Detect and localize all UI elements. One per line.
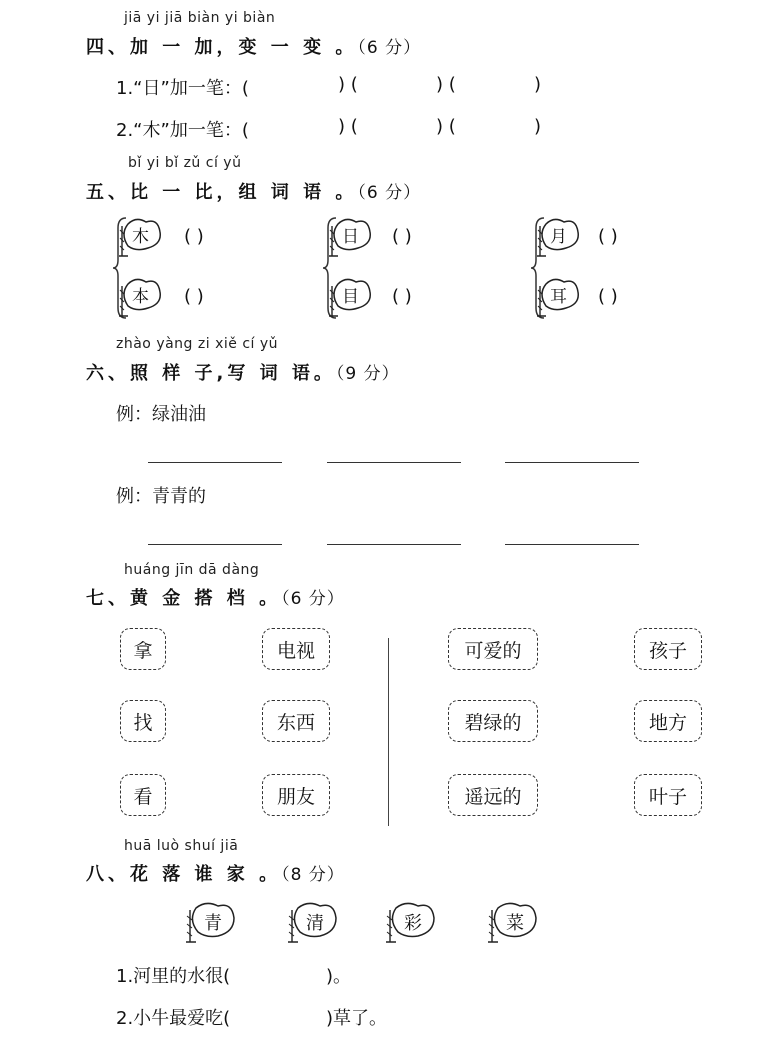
- sec5-paren-2: ( ): [184, 286, 204, 307]
- flower-icon: [536, 276, 578, 320]
- sec5-paren-6: ( ): [598, 286, 618, 307]
- sec5-paren-4: ( ): [392, 286, 412, 307]
- sec4-q2-paren-3: ) (: [436, 116, 456, 137]
- sec8-q2: 2.小牛最爱吃(: [116, 1008, 231, 1029]
- sec5-pinyin: bǐ yi bǐ zǔ cí yǔ: [128, 155, 242, 171]
- sec8-pinyin: huā luò shuí jiā: [124, 838, 239, 854]
- word-card[interactable]: 看: [120, 774, 166, 816]
- word-card[interactable]: 地方: [634, 700, 702, 742]
- sec6-pinyin: zhào yàng zi xiě cí yǔ: [116, 336, 279, 352]
- sec6-title: 六、照 样 子,写 词 语。: [86, 363, 336, 384]
- flower-icon: [328, 216, 370, 260]
- sec4-q1-paren-end: ): [534, 74, 542, 95]
- answer-line[interactable]: [148, 462, 282, 463]
- sec8-q1-end: )。: [326, 966, 352, 987]
- sec6-example-2: 例：青青的: [116, 486, 206, 507]
- flower-icon: [486, 900, 536, 946]
- sec8-points: （8 分）: [281, 865, 345, 885]
- sec5-heading: [86, 178, 421, 204]
- flower-icon: [286, 900, 336, 946]
- word-card[interactable]: 遥远的: [448, 774, 538, 816]
- sec5-char-6: 耳: [550, 287, 567, 307]
- sec4-title: 四、加 一 加，变 一 变 。: [86, 37, 358, 58]
- flower-icon: [118, 276, 160, 320]
- sec8-char-3: 彩: [404, 913, 422, 934]
- word-card[interactable]: 电视: [262, 628, 330, 670]
- sec4-points: （6 分）: [357, 38, 422, 58]
- sec5-paren-5: ( ): [598, 226, 618, 247]
- answer-line[interactable]: [505, 544, 639, 545]
- word-card[interactable]: 可爱的: [448, 628, 538, 670]
- flower-icon: [384, 900, 434, 946]
- sec8-char-4: 菜: [506, 913, 524, 934]
- word-card[interactable]: 孩子: [634, 628, 702, 670]
- word-card[interactable]: 东西: [262, 700, 330, 742]
- word-card[interactable]: 找: [120, 700, 166, 742]
- sec4-heading: [86, 33, 421, 59]
- answer-line[interactable]: [327, 462, 461, 463]
- word-card[interactable]: 拿: [120, 628, 166, 670]
- flower-icon: [328, 276, 370, 320]
- sec5-points: （6 分）: [357, 183, 422, 203]
- sec5-char-1: 木: [132, 227, 149, 247]
- sec4-q2: 2.“木”加一笔：(: [116, 120, 249, 141]
- sec7-points: （6 分）: [281, 589, 345, 609]
- sec5-char-4: 目: [342, 287, 359, 307]
- word-card[interactable]: 朋友: [262, 774, 330, 816]
- sec4-pinyin: jiā yi jiā biàn yi biàn: [124, 10, 276, 26]
- sec5-paren-1: ( ): [184, 226, 204, 247]
- sec4-q1: 1.“日”加一笔：(: [116, 78, 249, 99]
- sec8-title: 八、花 落 谁 家 。: [86, 864, 282, 885]
- column-divider: [388, 638, 389, 826]
- sec4-q1-paren-2: ) (: [338, 74, 358, 95]
- flower-icon: [184, 900, 234, 946]
- sec8-char-2: 清: [306, 913, 324, 934]
- answer-line[interactable]: [148, 544, 282, 545]
- sec5-char-2: 本: [132, 287, 149, 307]
- sec5-paren-3: ( ): [392, 226, 412, 247]
- answer-line[interactable]: [505, 462, 639, 463]
- sec8-q1: 1.河里的水很(: [116, 966, 231, 987]
- sec5-char-5: 月: [550, 227, 567, 247]
- sec6-heading: [86, 359, 400, 385]
- sec7-pinyin: huáng jīn dā dàng: [124, 562, 260, 578]
- sec5-title: 五、比 一 比，组 词 语 。: [86, 182, 358, 203]
- sec7-heading: [86, 584, 345, 610]
- sec4-q2-paren-2: ) (: [338, 116, 358, 137]
- word-card[interactable]: 叶子: [634, 774, 702, 816]
- sec6-example-1: 例：绿油油: [116, 404, 206, 425]
- flower-icon: [536, 216, 578, 260]
- sec4-q2-paren-end: ): [534, 116, 542, 137]
- sec5-char-3: 日: [342, 227, 359, 247]
- sec7-title: 七、黄 金 搭 档 。: [86, 588, 282, 609]
- sec8-q2-end: )草了。: [326, 1008, 388, 1029]
- sec6-points: （9 分）: [335, 364, 400, 384]
- word-card[interactable]: 碧绿的: [448, 700, 538, 742]
- flower-icon: [118, 216, 160, 260]
- sec4-q1-paren-3: ) (: [436, 74, 456, 95]
- sec8-heading: [86, 860, 345, 886]
- answer-line[interactable]: [327, 544, 461, 545]
- sec8-char-1: 青: [204, 913, 222, 934]
